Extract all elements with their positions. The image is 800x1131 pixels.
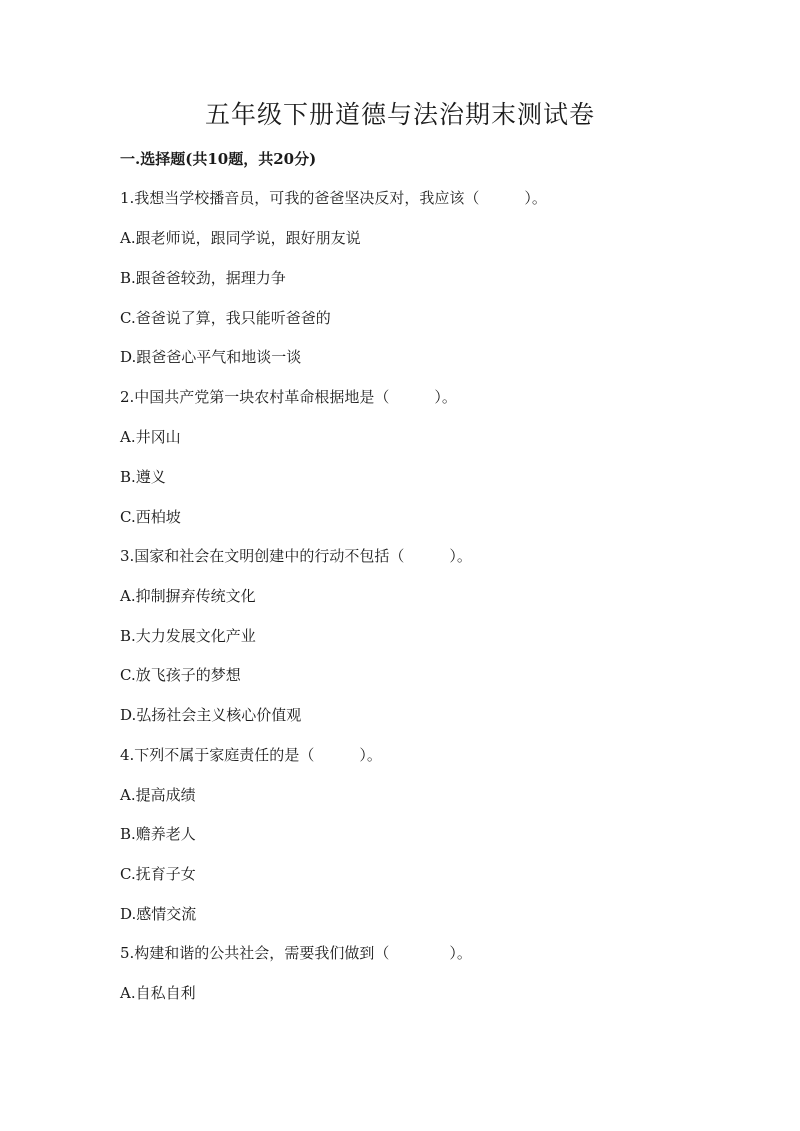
page-title: 五年级下册道德与法治期末测试卷 [204,100,595,129]
question-3-option-d: D.弘扬社会主义核心价值观 [120,706,302,724]
question-1-option-b: B.跟爸爸较劲，据理力争 [120,269,286,287]
question-3-option-c: C.放飞孩子的梦想 [120,666,241,684]
question-4: 4.下列不属于家庭责任的是（ ）。 [120,746,382,764]
question-5: 5.构建和谐的公共社会，需要我们做到（ ）。 [120,944,472,962]
question-3: 3.国家和社会在文明创建中的行动不包括（ ）。 [120,547,472,565]
question-1-option-d: D.跟爸爸心平气和地谈一谈 [120,348,302,366]
question-2: 2.中国共产党第一块农村革命根据地是（ ）。 [120,388,457,406]
question-5-option-a: A.自私自利 [120,984,196,1002]
question-3-option-a: A.抑制摒弃传统文化 [120,587,256,605]
question-4-option-d: D.感情交流 [120,905,197,923]
section-heading: 一.选择题(共10题，共20分) [120,150,317,168]
question-4-option-b: B.赡养老人 [120,825,196,843]
question-3-option-b: B.大力发展文化产业 [120,627,256,645]
question-2-option-c: C.西柏坡 [120,508,181,526]
question-4-option-c: C.抚育子女 [120,865,196,883]
question-1-option-c: C.爸爸说了算，我只能听爸爸的 [120,309,331,327]
question-1: 1.我想当学校播音员，可我的爸爸坚决反对，我应该（ ）。 [120,189,547,207]
question-2-option-b: B.遵义 [120,468,166,486]
question-1-option-a: A.跟老师说，跟同学说，跟好朋友说 [120,229,361,247]
question-2-option-a: A.井冈山 [120,428,181,446]
question-4-option-a: A.提高成绩 [120,786,196,804]
